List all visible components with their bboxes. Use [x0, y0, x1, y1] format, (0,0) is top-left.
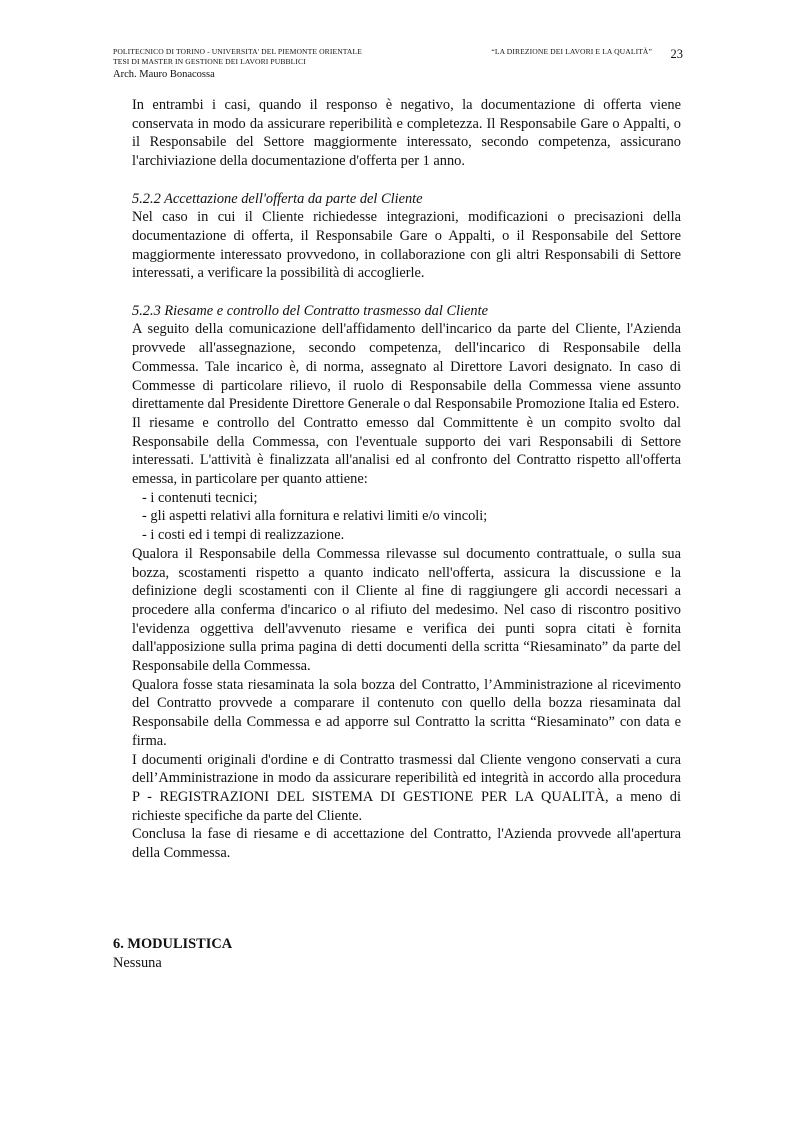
header-author: Arch. Mauro Bonacossa [113, 69, 215, 80]
section-5-2-3-paragraph-5: I documenti originali d'ordine e di Contratto trasmessi dal Cliente vengono conservati a cura dell’Amministrazione in modo da assicurare reperibilità ed integrità in accordo alla procedura P - REGISTRAZIONI DEL SISTEMA DI GESTIONE PER LA QUALITÀ, a meno di richieste specifiche da parte del Cliente. [132, 751, 681, 824]
section-5-2-3-heading: 5.2.3 Riesame e controllo del Contratto trasmesso dal Cliente [132, 302, 489, 319]
section-5-2-3-paragraph-6: Conclusa la fase di riesame e di accettazione del Contratto, l'Azienda provvede all'apertura della Commessa. [132, 826, 681, 862]
list-item: - gli aspetti relativi alla fornitura e relativi limiti e/o vincoli; [142, 508, 488, 525]
section-5-2-3-paragraph-4: Qualora fosse stata riesaminata la sola bozza del Contratto, l’Amministrazione al ricevimento del Contratto provvede a comparare il contenuto con quello della bozza riesaminata dal Responsabile della Commessa e ad apporre sul Contratto la scritta “Riesaminato” con data e firma. [132, 676, 681, 749]
page-header [113, 47, 683, 81]
list-item: - i costi ed i tempi di realizzazione. [142, 527, 345, 544]
section-6 [113, 935, 673, 972]
header-institution: POLITECNICO DI TORINO - UNIVERSITA' DEL PIEMONTE ORIENTALE [113, 47, 362, 56]
list-item: - i contenuti tecnici; [142, 489, 258, 506]
section-5-2-2-heading: 5.2.2 Accettazione dell'offerta da parte del Cliente [132, 190, 423, 207]
section-6-title: 6. MODULISTICA [113, 936, 233, 952]
intro-paragraph: In entrambi i casi, quando il responso è negativo, la documentazione di offerta viene conservata in modo da assicurare reperibilità e completezza. Il Responsabile Gare o Appalti, o il Responsabile del Settore maggiormente interessato, secondo competenza, assicurano l'archiviazione della documentazione d'offerta per 1 anno. [132, 97, 681, 170]
section-5-2-3-paragraph-3: Qualora il Responsabile della Commessa rilevasse sul documento contrattuale, o sulla sua bozza, scostamenti rispetto a quanto indicato nell'offerta, assicura la discussione e la definizione degli scostamenti con il Cliente al fine di raggiungere gli accordi necessari a procedere alla conferma d'incarico o al rifiuto del medesimo. Nel caso di riscontro positivo l'evidenza oggettiva dell'avvenuto riesame e verifica dei punti sopra citati è fornita dall'apposizione sulla prima pagina di detti documenti della scritta “Riesaminato” da parte del Responsabile della Commessa. [132, 545, 681, 675]
section-5-2-3-paragraph-1: A seguito della comunicazione dell'affidamento dell'incarico da parte del Cliente, l'Azienda provvede all'assegnazione, secondo competenza, dell'incarico di Responsabile della Commessa. Tale incarico è, di norma, assegnato al Direttore Lavori designato. In caso di Commesse di particolare rilievo, il ruolo di Responsabile della Commessa viene assunto direttamente dal Presidente Direttore Generale o dal Responsabile Promozione Italia ed Estero. [132, 321, 681, 413]
section-5-2-3-paragraph-2: Il riesame e controllo del Contratto emesso dal Committente è un compito svolto dal Responsabile della Commessa, con l'eventuale supporto dei vari Responsabili di Settore interessati. L'attività è finalizzata all'analisi ed al confronto del Contratto rispetto all'offerta emessa, in particolare per quanto attiene: [132, 414, 681, 488]
page-number: 23 [670, 47, 683, 61]
header-document-title: “LA DIREZIONE DEI LAVORI E LA QUALITÀ” [491, 47, 652, 56]
header-thesis: TESI DI MASTER IN GESTIONE DEI LAVORI PUBBLICI [113, 57, 306, 66]
section-5-2-2-paragraph: Nel caso in cui il Cliente richiedesse integrazioni, modificazioni o precisazioni della documentazione di offerta, il Responsabile Gare o Appalti, o il Responsabile del Settore maggiormente interessato provvedono, in collaborazione con gli altri Responsabili di Settore interessati, a verificare la possibilità di accoglierle. [132, 209, 681, 282]
section-6-text: Nessuna [113, 954, 162, 971]
document-body [132, 96, 681, 863]
